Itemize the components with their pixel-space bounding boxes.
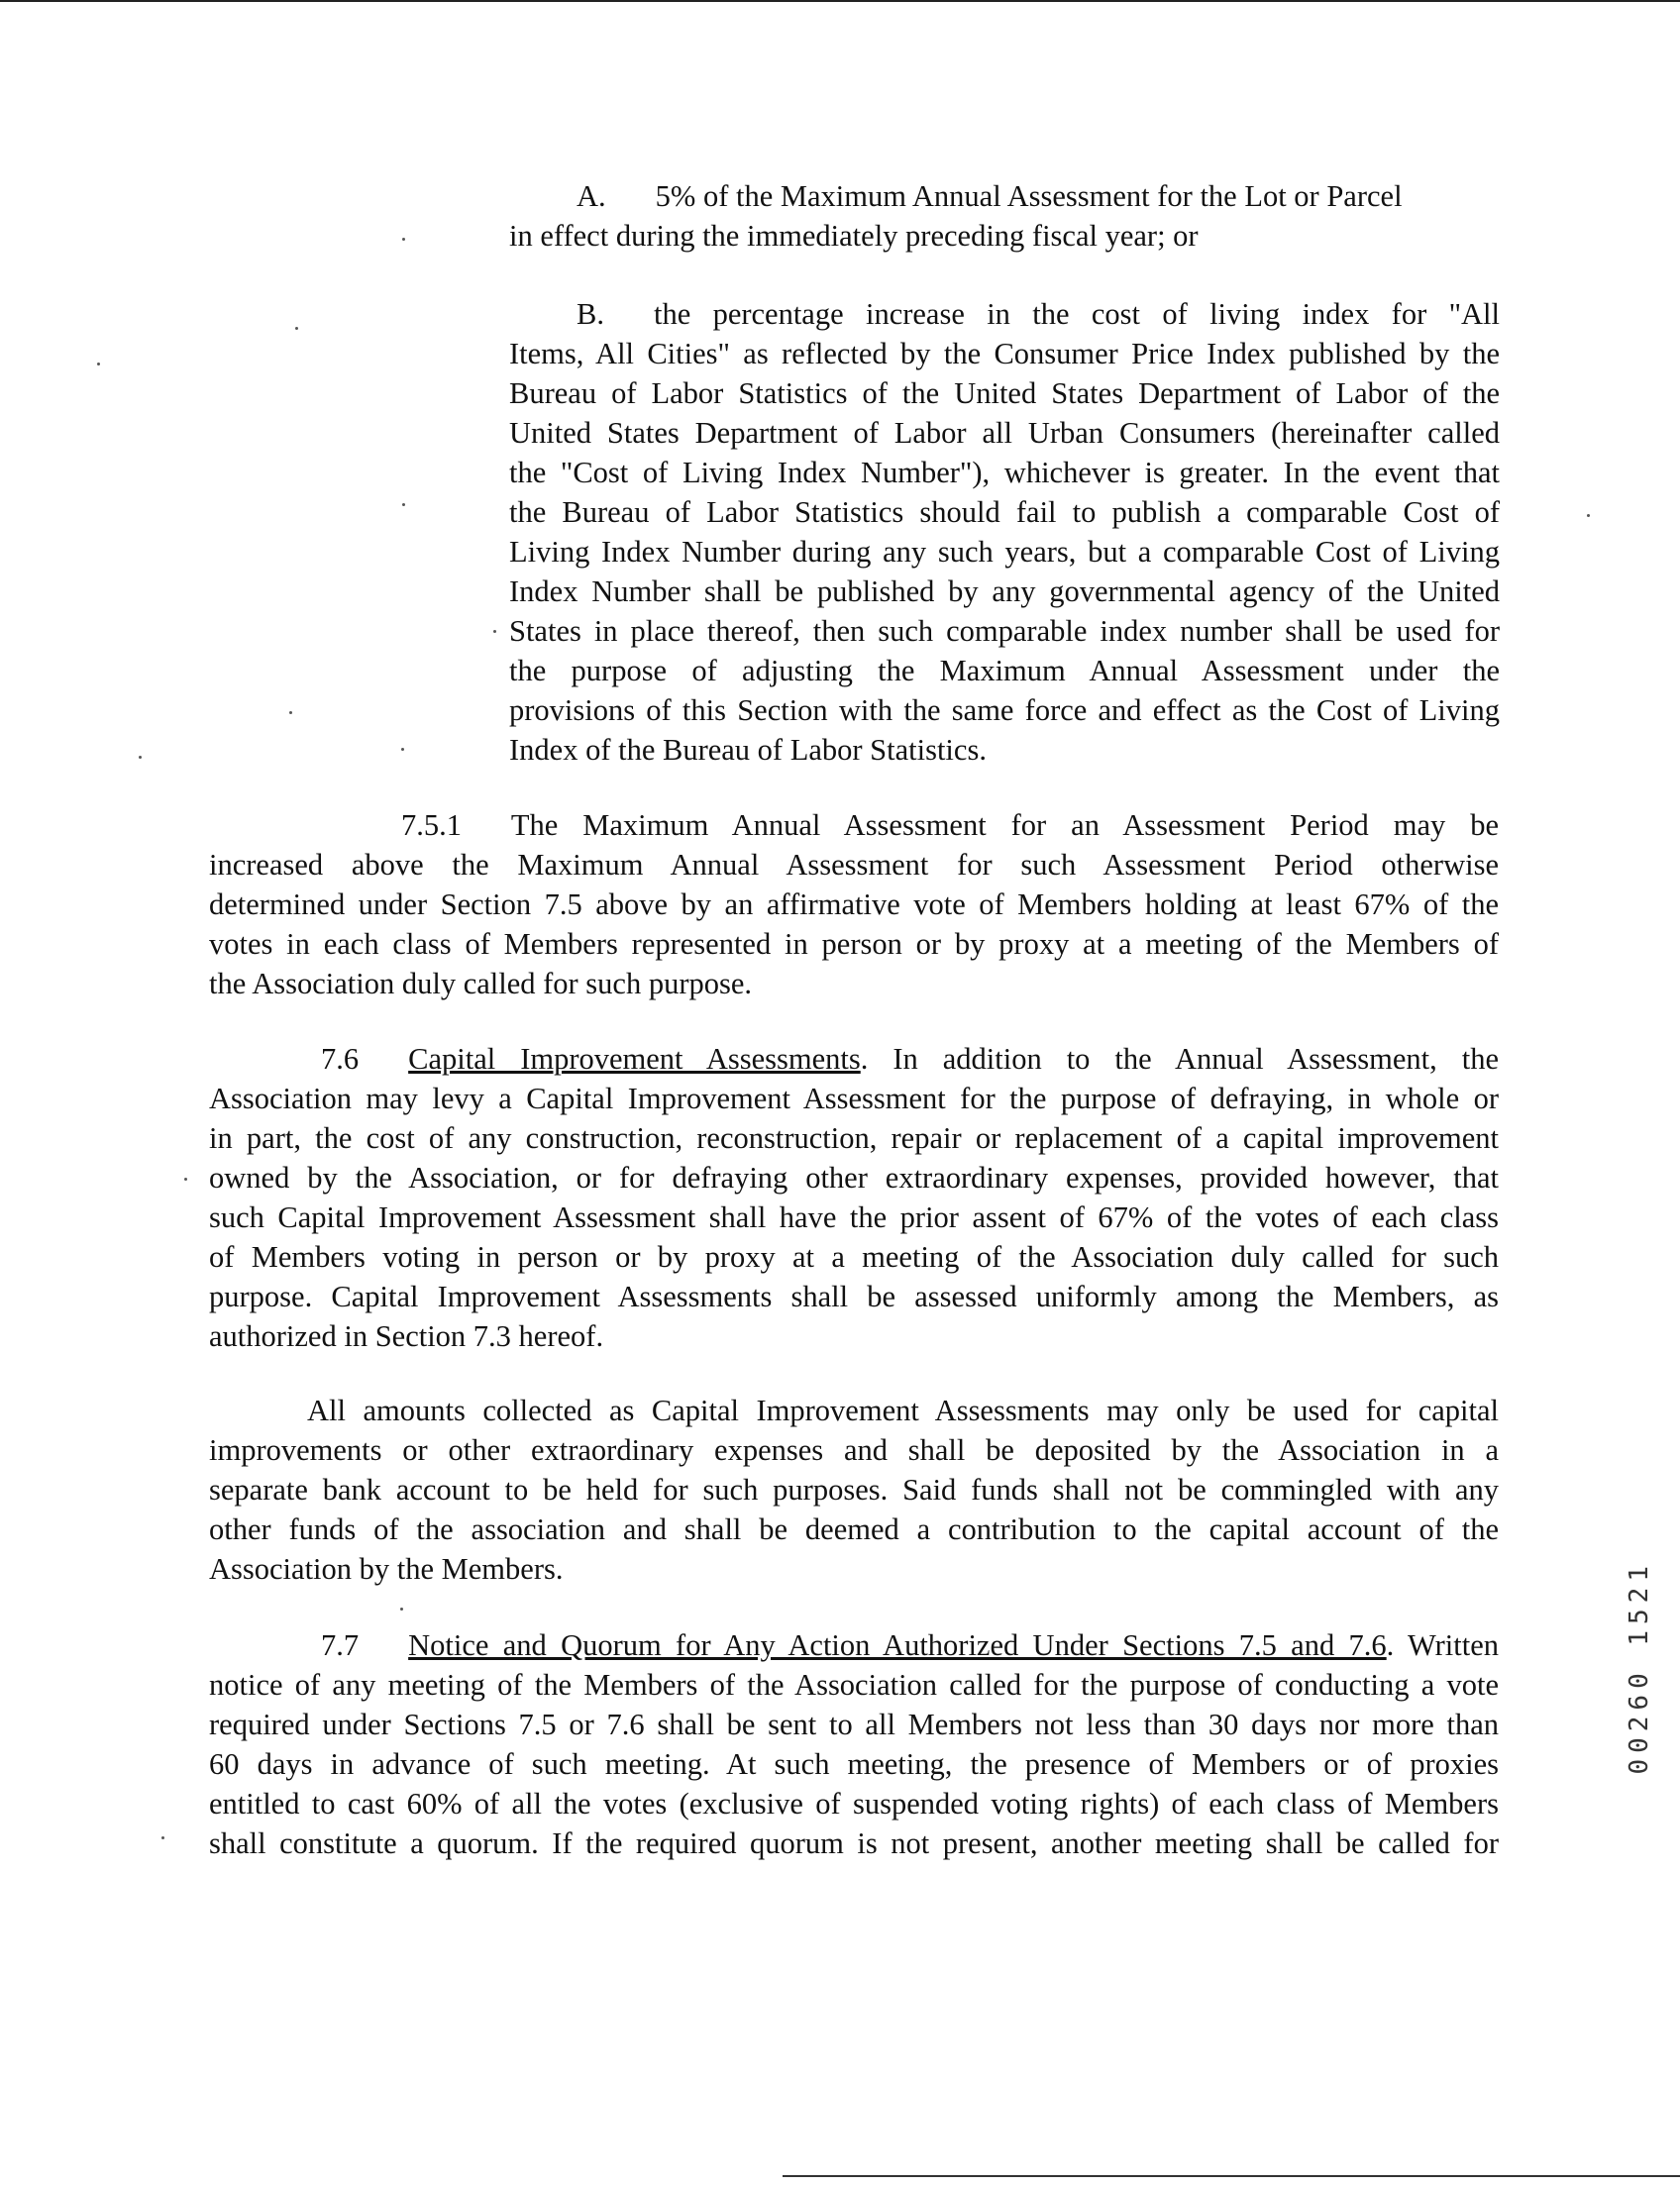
item-b-line: the purpose of adjusting the Maximum Annual Assessment under the [509,654,1500,687]
scan-speck [402,503,405,506]
section-7-6-line: Association may levy a Capital Improvement Assessment for the purpose of defraying, in whole or [209,1082,1499,1115]
item-b-line: the Bureau of Labor Statistics should fail to publish a comparable Cost of [509,495,1500,529]
section-7-5-1-line: determined under Section 7.5 above by an affirmative vote of Members holding at least 67% of the [209,887,1499,921]
item-b-line: Items, All Cities" as reflected by the Consumer Price Index published by the [509,337,1500,370]
section-7-7-line: required under Sections 7.5 or 7.6 shall be sent to all Members not less than 30 days nor more than [209,1708,1499,1741]
item-b-line-1 [509,294,1500,334]
scan-speck [161,1836,164,1839]
scan-speck [295,327,298,330]
capital-funds-paragraph [209,1391,1499,1589]
section-7-5-1-text: The Maximum Annual Assessment for an Assessment Period may be [510,808,1500,842]
section-7-6-line: such Capital Improvement Assessment shall have the prior assent of 67% of the votes of each class [209,1200,1499,1234]
section-7-5-1-line-1 [209,805,1499,845]
section-7-7 [209,1625,1499,1863]
item-b-line: provisions of this Section with the same force and effect as the Cost of Living [509,693,1500,727]
section-7-7-line: entitled to cast 60% of all the votes (exclusive of suspended voting rights) of each class of Members [209,1787,1499,1821]
item-b-label: B. [577,297,604,331]
section-7-5-1 [209,805,1499,1003]
scan-speck [401,748,404,751]
item-a-line-1 [509,176,1500,216]
margin-recording-stamp: 00260 1521 [1625,1560,1654,1775]
scan-speck [97,363,100,365]
section-7-7-number: 7.7 [321,1628,360,1662]
scan-speck [139,756,142,759]
scan-bottom-edge [783,2175,1680,2177]
section-7-7-line: notice of any meeting of the Members of the Association called for the purpose of conducting a vote [209,1668,1499,1702]
section-7-6-line: in part, the cost of any construction, reconstruction, repair or replacement of a capital improvement [209,1121,1499,1155]
capital-funds-line: improvements or other extraordinary expenses and shall be deposited by the Association in a [209,1433,1499,1467]
capital-funds-line: other funds of the association and shall be deemed a contribution to the capital account of the [209,1512,1499,1546]
section-7-6-first-line-text: . In addition to the Annual Assessment, the [860,1042,1499,1076]
scan-speck [402,238,405,241]
section-7-5-1-line: votes in each class of Members represented in person or by proxy at a meeting of the Members of [209,927,1499,961]
section-7-6 [209,1039,1499,1356]
capital-funds-line-1 [209,1391,1499,1430]
item-b-line: Index of the Bureau of Labor Statistics. [509,733,987,767]
scan-top-edge [0,0,1680,2]
item-a-text: 5% of the Maximum Annual Assessment for the Lot or Parcel [655,179,1403,213]
section-7-7-heading: Notice and Quorum for Any Action Authorized Under Sections 7.5 and 7.6 [408,1628,1387,1662]
section-7-6-line: owned by the Association, or for defraying other extraordinary expenses, provided however, that [209,1161,1499,1195]
section-7-7-line: 60 days in advance of such meeting. At such meeting, the presence of Members or of proxies [209,1747,1499,1781]
item-b-line: Living Index Number during any such years, but a comparable Cost of Living [509,535,1500,569]
section-7-6-line: of Members voting in person or by proxy at a meeting of the Association duly called for such [209,1240,1499,1274]
item-b-line: States in place thereof, then such comparable index number shall be used for [509,614,1500,648]
scan-speck [184,1178,187,1181]
item-b-line: Index Number shall be published by any governmental agency of the United [509,574,1500,608]
section-7-6-line: authorized in Section 7.3 hereof. [209,1319,604,1353]
scan-speck [400,1608,403,1611]
section-7-5-item-a [509,176,1500,256]
section-7-6-line-1 [209,1039,1499,1079]
capital-funds-line: separate bank account to be held for such purposes. Said funds shall not be commingled with any [209,1473,1499,1507]
section-7-7-line-1 [209,1625,1499,1665]
capital-funds-line: Association by the Members. [209,1552,564,1586]
scan-speck [1587,514,1590,517]
section-7-5-1-line: the Association duly called for such purpose. [209,967,753,1000]
section-7-5-1-number: 7.5.1 [401,808,462,842]
capital-funds-text: All amounts collected as Capital Improvement Assessments may only be used for capital [307,1394,1499,1427]
section-7-7-line: shall constitute a quorum. If the required quorum is not present, another meeting shall be called for [209,1826,1499,1860]
item-b-line: the "Cost of Living Index Number"), whichever is greater. In the event that [509,456,1500,489]
section-7-5-1-line: increased above the Maximum Annual Assessment for such Assessment Period otherwise [209,848,1499,882]
section-7-6-line: purpose. Capital Improvement Assessments shall be assessed uniformly among the Members, as [209,1280,1499,1313]
scan-speck [289,711,292,714]
item-a-label: A. [577,179,606,213]
scan-speck [493,630,496,633]
section-7-6-heading: Capital Improvement Assessments [408,1042,861,1076]
item-a-line-2: in effect during the immediately preceding fiscal year; or [509,219,1199,253]
item-b-line: United States Department of Labor all Urban Consumers (hereinafter called [509,416,1500,450]
item-b-text: the percentage increase in the cost of living index for "All [653,297,1500,331]
section-7-7-first-line-text: . Written [1386,1628,1499,1662]
section-7-6-number: 7.6 [321,1042,360,1076]
section-7-5-item-b [509,294,1500,770]
item-b-line: Bureau of Labor Statistics of the United States Department of Labor of the [509,376,1500,410]
